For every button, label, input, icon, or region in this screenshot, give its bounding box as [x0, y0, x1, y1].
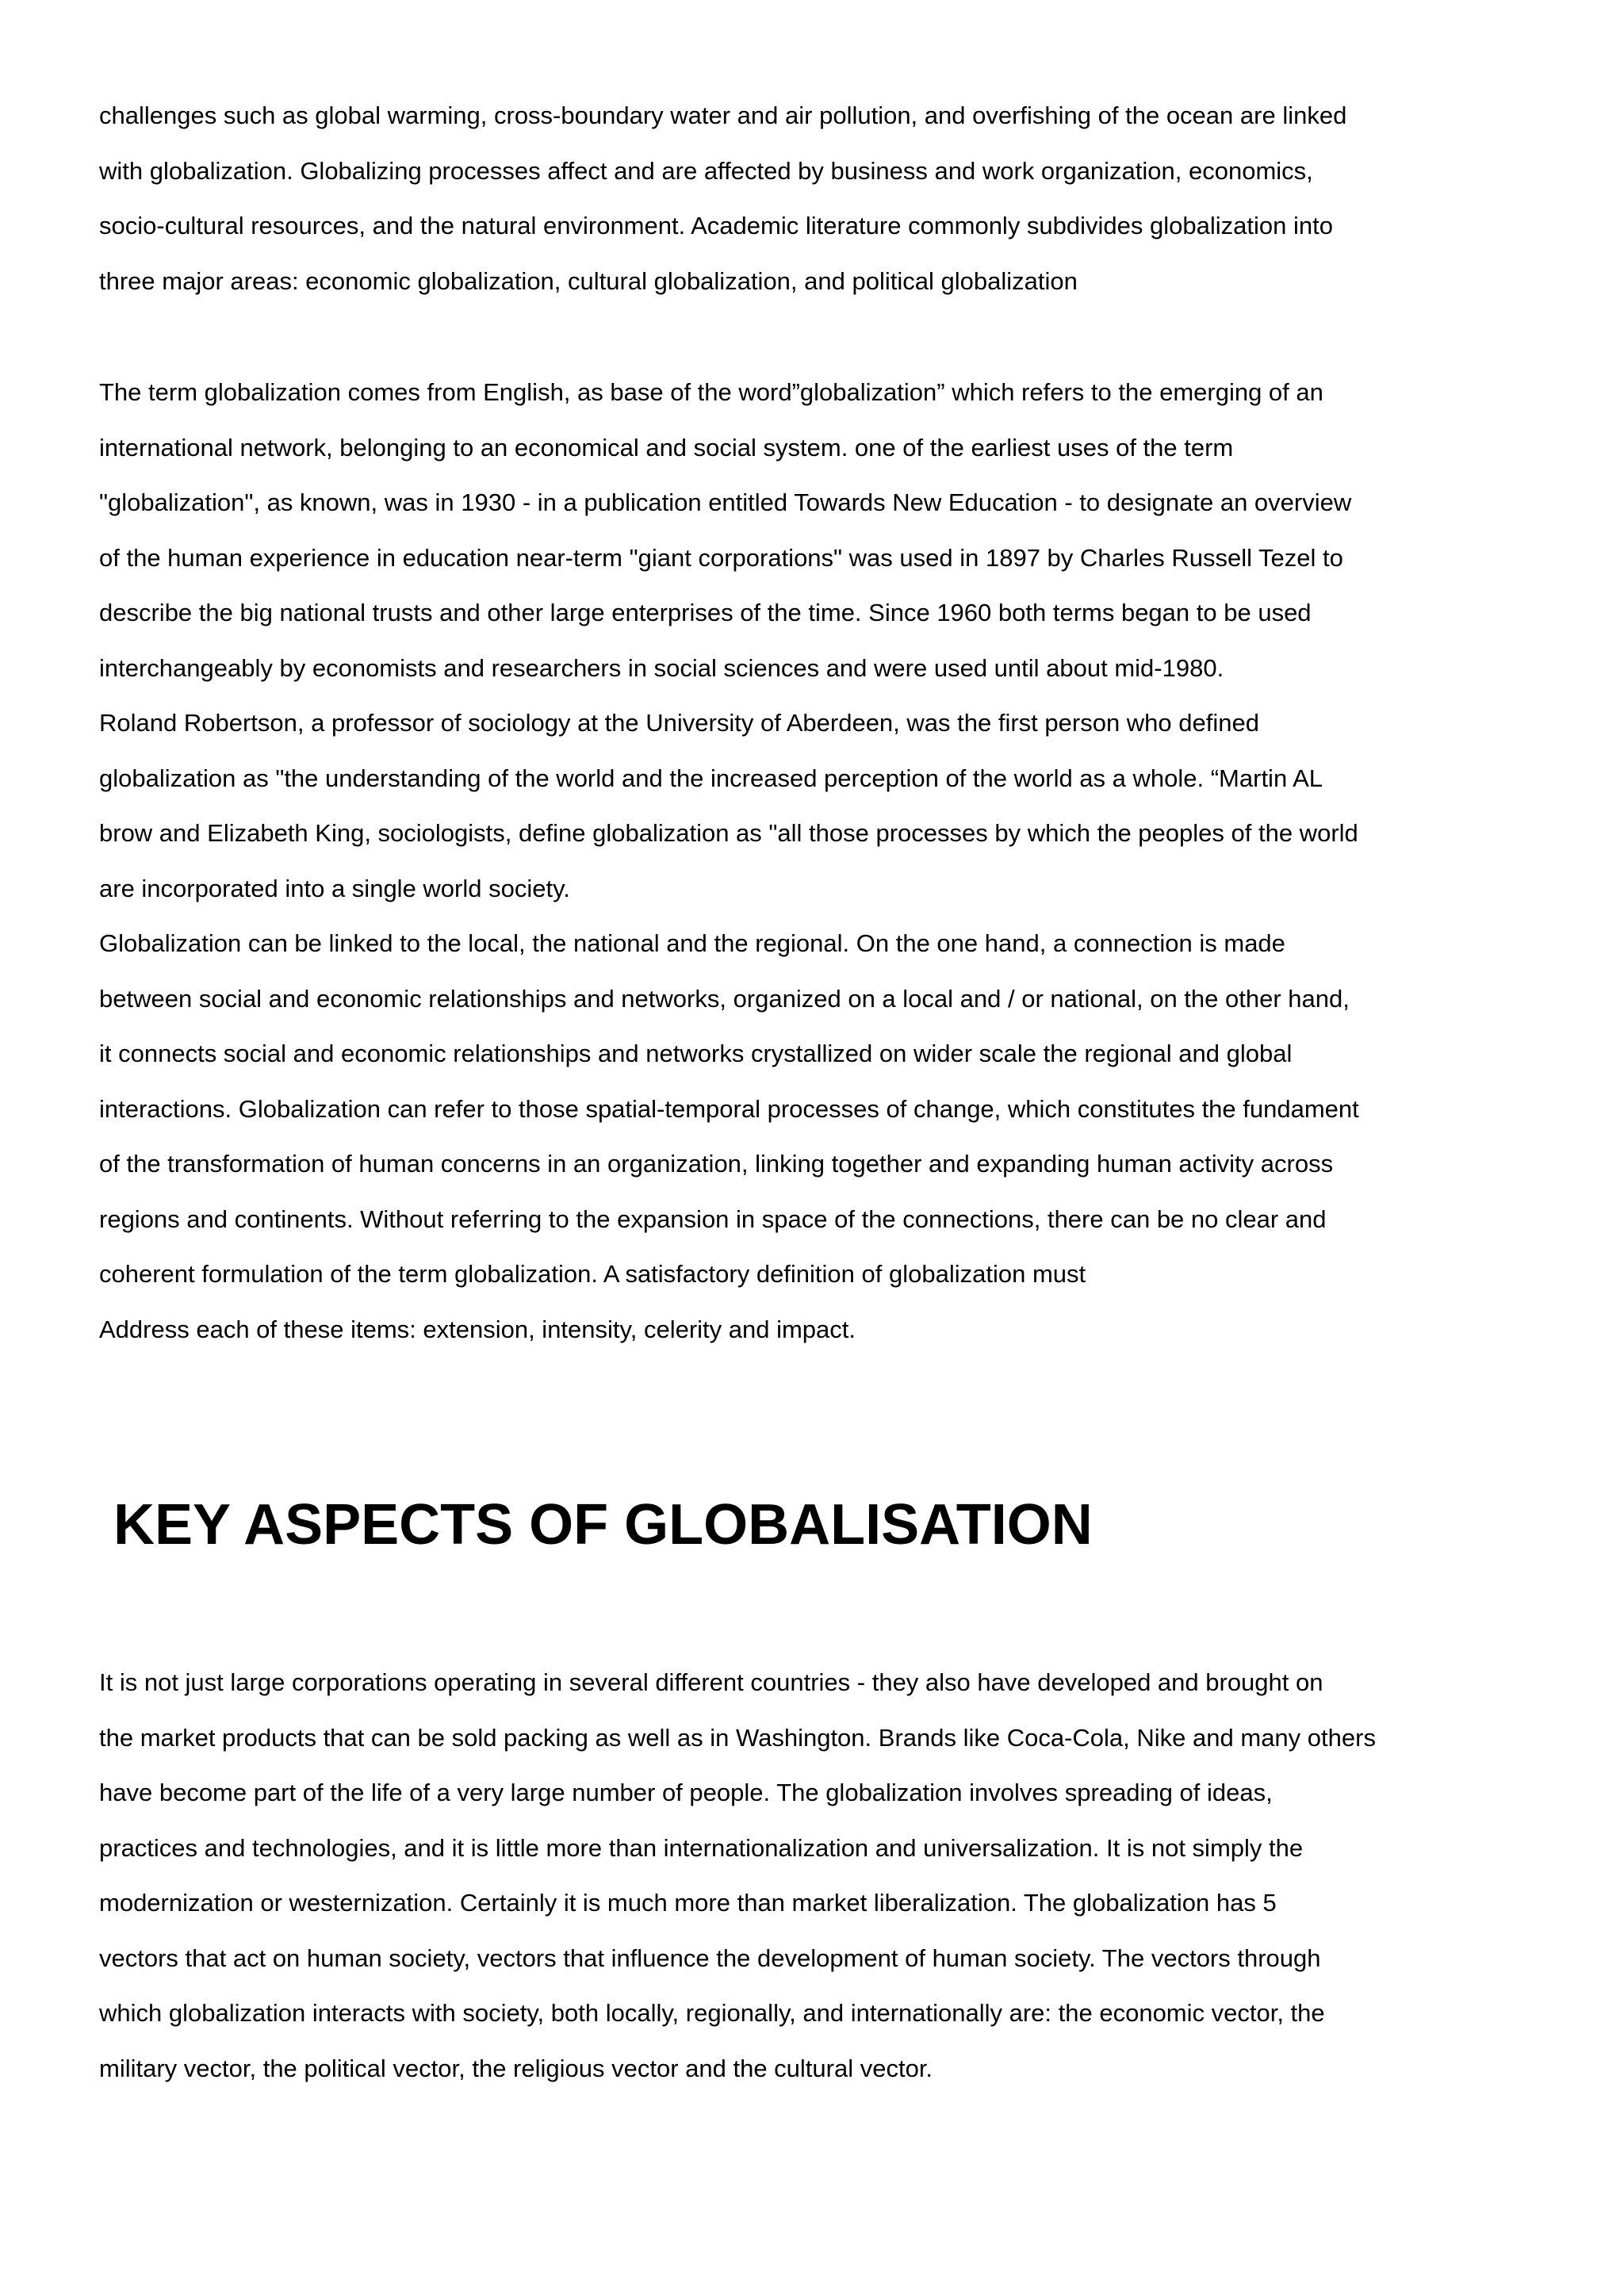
section-heading: KEY ASPECTS OF GLOBALISATION [113, 1493, 1093, 1557]
text-line: three major areas: economic globalization, cultural globalization, and political globalization [99, 266, 1078, 295]
text-line: international network, belonging to an economical and social system. one of the earliest uses of the term [99, 433, 1234, 461]
text-line: of the human experience in education near-term "giant corporations" was used in 1897 by Charles Russell Tezel to [99, 543, 1343, 572]
text-line: "globalization", as known, was in 1930 - in a publication entitled Towards New Education - to designate an overview [99, 488, 1352, 516]
text-line: with globalization. Globalizing processes affect and are affected by business and work organization, economics, [99, 156, 1313, 185]
text-line: coherent formulation of the term globalization. A satisfactory definition of globalization must [99, 1260, 1086, 1288]
text-line: the market products that can be sold packing as well as in Washington. Brands like Coca-Cola, Nike and many others [99, 1723, 1376, 1752]
text-line: describe the big national trusts and other large enterprises of the time. Since 1960 both terms began to be used [99, 599, 1312, 626]
text-line: It is not just large corporations operating in several different countries - they also have developed and brought on [99, 1668, 1323, 1696]
text-line: interchangeably by economists and researchers in social sciences and were used until about mid-1980. [99, 653, 1224, 682]
text-line: which globalization interacts with society, both locally, regionally, and internationally are: the economic vector, the [99, 1999, 1325, 2027]
text-line: challenges such as global warming, cross-boundary water and air pollution, and overfishing of the ocean are linked [99, 101, 1347, 129]
term-definition-paragraphs [99, 365, 1574, 1357]
aspects-paragraph [99, 1655, 1574, 2096]
intro-paragraph [99, 88, 1574, 308]
text-line: Roland Robertson, a professor of sociology at the University of Aberdeen, was the first person who defined [99, 709, 1259, 737]
text-line: regions and continents. Without referring to the expansion in space of the connections, there can be no clear and [99, 1204, 1327, 1233]
text-line: The term globalization comes from English, as base of the word”globalization” which refers to the emerging of an [99, 378, 1323, 406]
text-line: of the transformation of human concerns in an organization, linking together and expanding human activity across [99, 1150, 1334, 1178]
text-line: are incorporated into a single world society. [99, 874, 570, 902]
text-line: practices and technologies, and it is little more than internationalization and universalization. It is not simply the [99, 1833, 1304, 1862]
text-line: vectors that act on human society, vectors that influence the development of human society. The vectors through [99, 1944, 1321, 1972]
text-line: interactions. Globalization can refer to those spatial-temporal processes of change, which constitutes the fundament [99, 1094, 1359, 1123]
text-line: Globalization can be linked to the local, the national and the regional. On the one hand, a connection is made [99, 929, 1285, 957]
text-line: between social and economic relationships and networks, organized on a local and / or national, on the other hand, [99, 984, 1350, 1013]
text-line: it connects social and economic relationships and networks crystallized on wider scale the regional and global [99, 1040, 1293, 1067]
text-line: Address each of these items: extension, intensity, celerity and impact. [99, 1315, 856, 1343]
text-line: have become part of the life of a very large number of people. The globalization involves spreading of ideas, [99, 1779, 1273, 1806]
text-line: brow and Elizabeth King, sociologists, define globalization as "all those processes by which the peoples of the world [99, 819, 1358, 847]
text-line: globalization as "the understanding of the world and the increased perception of the world as a whole. “Martin AL [99, 764, 1323, 792]
text-line: modernization or westernization. Certainly it is much more than market liberalization. The globalization has 5 [99, 1889, 1277, 1917]
text-line: military vector, the political vector, the religious vector and the cultural vector. [99, 2054, 933, 2082]
text-line: socio-cultural resources, and the natural environment. Academic literature commonly subdivides globalization into [99, 212, 1333, 239]
